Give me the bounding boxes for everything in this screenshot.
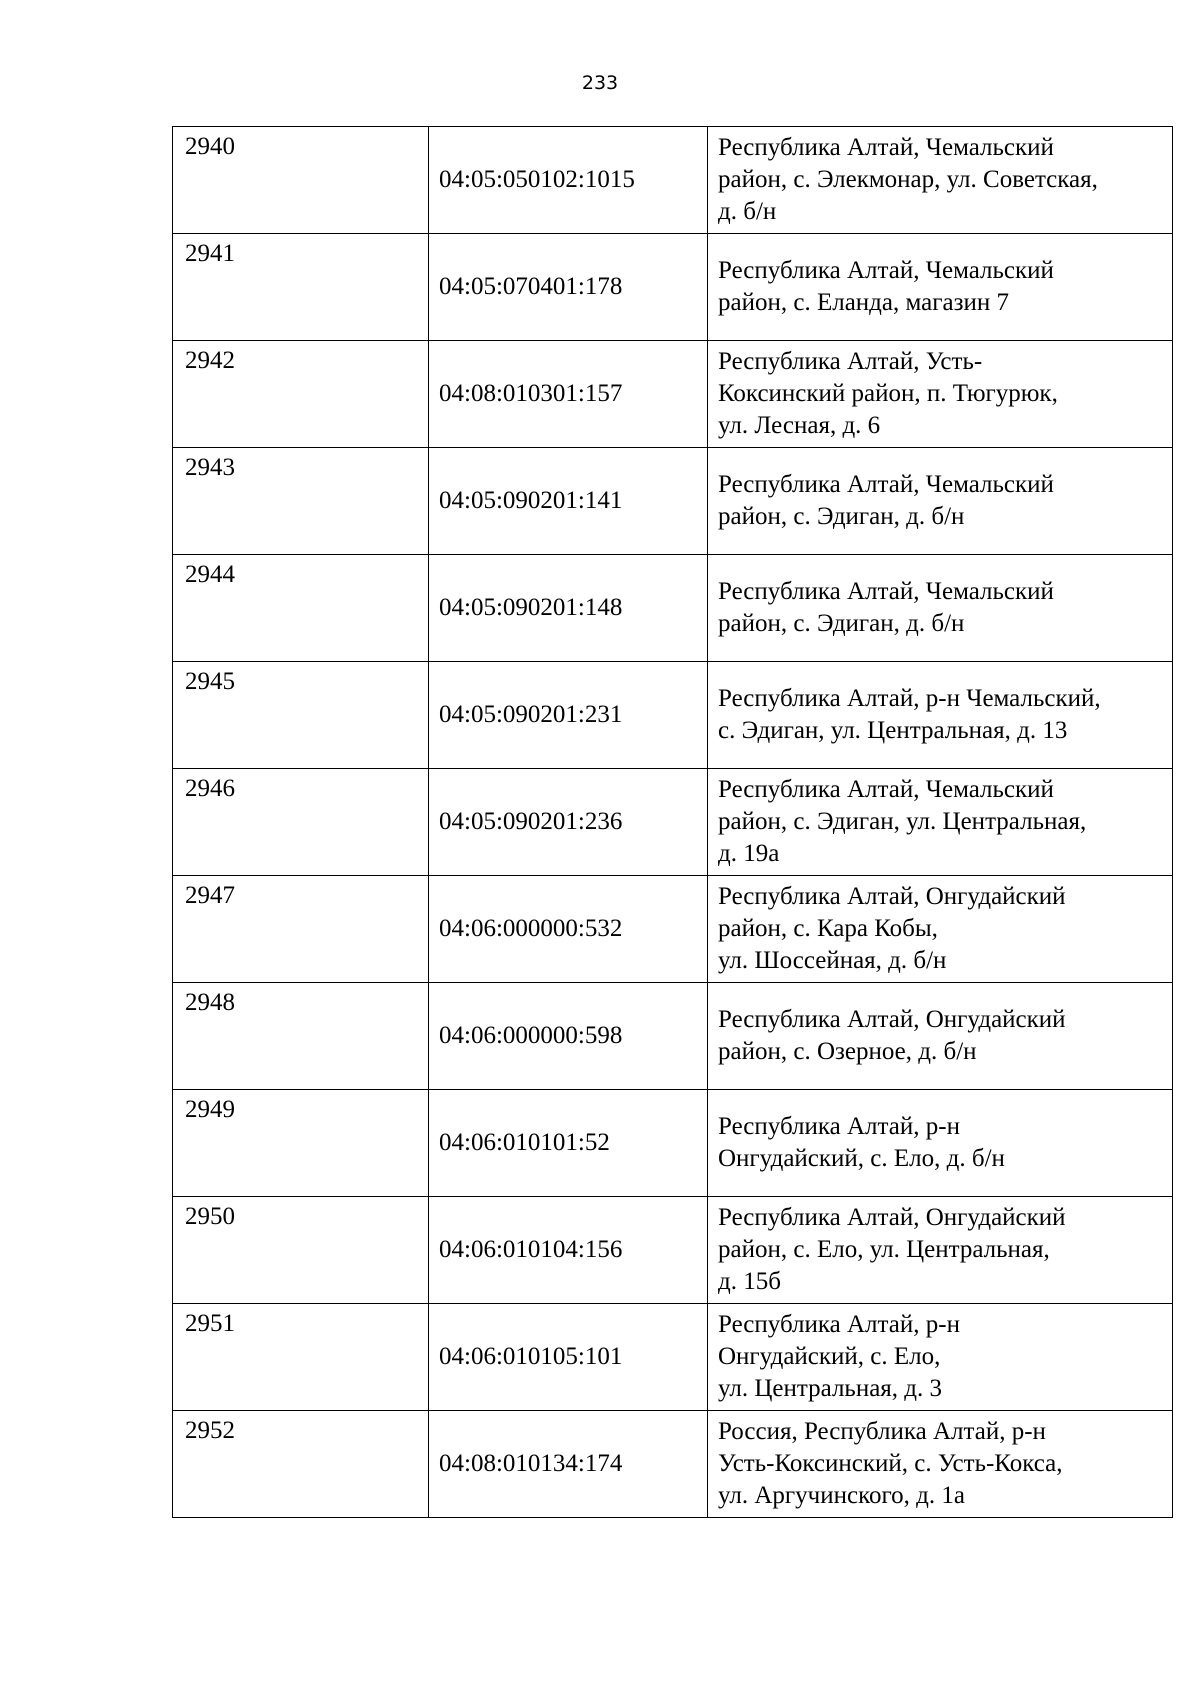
row-number-cell: 2948	[173, 983, 429, 1090]
cadastral-number-cell: 04:05:090201:231	[429, 662, 708, 769]
cadastral-number-cell: 04:05:090201:148	[429, 555, 708, 662]
address-line: Онгудайский, с. Ело, д. б/н	[718, 1145, 1005, 1172]
address-cell	[708, 876, 1173, 983]
table-row	[173, 1304, 1173, 1411]
address-cell	[708, 555, 1173, 662]
table-row	[173, 1197, 1173, 1304]
address-line: ул. Шоссейная, д. б/н	[718, 947, 947, 974]
row-number-cell: 2944	[173, 555, 429, 662]
table-row	[173, 448, 1173, 555]
row-number-cell: 2947	[173, 876, 429, 983]
row-number-cell: 2950	[173, 1197, 429, 1304]
table-row	[173, 341, 1173, 448]
row-number-cell: 2943	[173, 448, 429, 555]
address-line: Республика Алтай, Чемальский	[718, 578, 1054, 605]
address-cell	[708, 1411, 1173, 1518]
address-line: район, с. Ело, ул. Центральная,	[718, 1236, 1050, 1263]
address-cell	[708, 1304, 1173, 1411]
cadastral-number-cell: 04:08:010134:174	[429, 1411, 708, 1518]
address-line: Онгудайский, с. Ело,	[718, 1343, 941, 1370]
address-cell	[708, 769, 1173, 876]
address-cell	[708, 341, 1173, 448]
row-number-cell: 2942	[173, 341, 429, 448]
cadastral-number-cell: 04:06:010104:156	[429, 1197, 708, 1304]
address-line: Усть-Коксинский, с. Усть-Кокса,	[718, 1450, 1063, 1477]
address-cell	[708, 448, 1173, 555]
registry-table-body	[173, 127, 1173, 1518]
row-number-cell: 2941	[173, 234, 429, 341]
address-line: Республика Алтай, р-н Чемальский,	[718, 685, 1101, 712]
address-line: д. б/н	[718, 198, 777, 225]
address-line: Республика Алтай, Чемальский	[718, 257, 1054, 284]
address-line: район, с. Еланда, магазин 7	[718, 289, 1009, 316]
registry-table	[172, 126, 1173, 1518]
table-row	[173, 769, 1173, 876]
address-cell	[708, 662, 1173, 769]
address-line: Республика Алтай, Усть-	[718, 348, 983, 375]
address-line: район, с. Кара Кобы,	[718, 915, 938, 942]
address-line: ул. Аргучинского, д. 1а	[718, 1482, 965, 1509]
address-cell	[708, 234, 1173, 341]
address-line: Республика Алтай, Чемальский	[718, 134, 1054, 161]
table-row	[173, 662, 1173, 769]
address-line: Россия, Республика Алтай, р-н	[718, 1418, 1046, 1445]
row-number-cell: 2951	[173, 1304, 429, 1411]
address-line: д. 19а	[718, 840, 780, 867]
address-line: Республика Алтай, Онгудайский	[718, 1006, 1066, 1033]
row-number-cell: 2945	[173, 662, 429, 769]
address-cell	[708, 127, 1173, 234]
row-number-cell: 2949	[173, 1090, 429, 1197]
cadastral-number-cell: 04:06:000000:532	[429, 876, 708, 983]
cadastral-number-cell: 04:06:010105:101	[429, 1304, 708, 1411]
address-cell	[708, 1197, 1173, 1304]
address-line: район, с. Эдиган, ул. Центральная,	[718, 808, 1087, 835]
address-line: Республика Алтай, Онгудайский	[718, 1204, 1066, 1231]
table-row	[173, 1090, 1173, 1197]
address-line: район, с. Элекмонар, ул. Советская,	[718, 166, 1098, 193]
cadastral-number-cell: 04:05:070401:178	[429, 234, 708, 341]
address-line: с. Эдиган, ул. Центральная, д. 13	[718, 717, 1068, 744]
table-row	[173, 983, 1173, 1090]
table-row	[173, 555, 1173, 662]
cadastral-number-cell: 04:05:090201:141	[429, 448, 708, 555]
address-line: Республика Алтай, Онгудайский	[718, 883, 1066, 910]
address-line: Республика Алтай, Чемальский	[718, 776, 1054, 803]
address-line: район, с. Озерное, д. б/н	[718, 1038, 977, 1065]
table-row	[173, 1411, 1173, 1518]
address-line: д. 15б	[718, 1268, 781, 1295]
address-cell	[708, 1090, 1173, 1197]
cadastral-number-cell: 04:08:010301:157	[429, 341, 708, 448]
table-row	[173, 234, 1173, 341]
row-number-cell: 2952	[173, 1411, 429, 1518]
address-cell	[708, 983, 1173, 1090]
address-line: Республика Алтай, р-н	[718, 1113, 960, 1140]
address-line: Республика Алтай, р-н	[718, 1311, 960, 1338]
address-line: Коксинский район, п. Тюгурюк,	[718, 380, 1058, 407]
address-line: район, с. Эдиган, д. б/н	[718, 503, 965, 530]
table-row	[173, 127, 1173, 234]
address-line: Республика Алтай, Чемальский	[718, 471, 1054, 498]
page-number: 233	[581, 72, 619, 94]
row-number-cell: 2946	[173, 769, 429, 876]
cadastral-number-cell: 04:05:050102:1015	[429, 127, 708, 234]
cadastral-number-cell: 04:06:000000:598	[429, 983, 708, 1090]
address-line: район, с. Эдиган, д. б/н	[718, 610, 965, 637]
cadastral-number-cell: 04:06:010101:52	[429, 1090, 708, 1197]
address-line: ул. Лесная, д. 6	[718, 412, 881, 439]
address-line: ул. Центральная, д. 3	[718, 1375, 943, 1402]
table-row	[173, 876, 1173, 983]
row-number-cell: 2940	[173, 127, 429, 234]
cadastral-number-cell: 04:05:090201:236	[429, 769, 708, 876]
